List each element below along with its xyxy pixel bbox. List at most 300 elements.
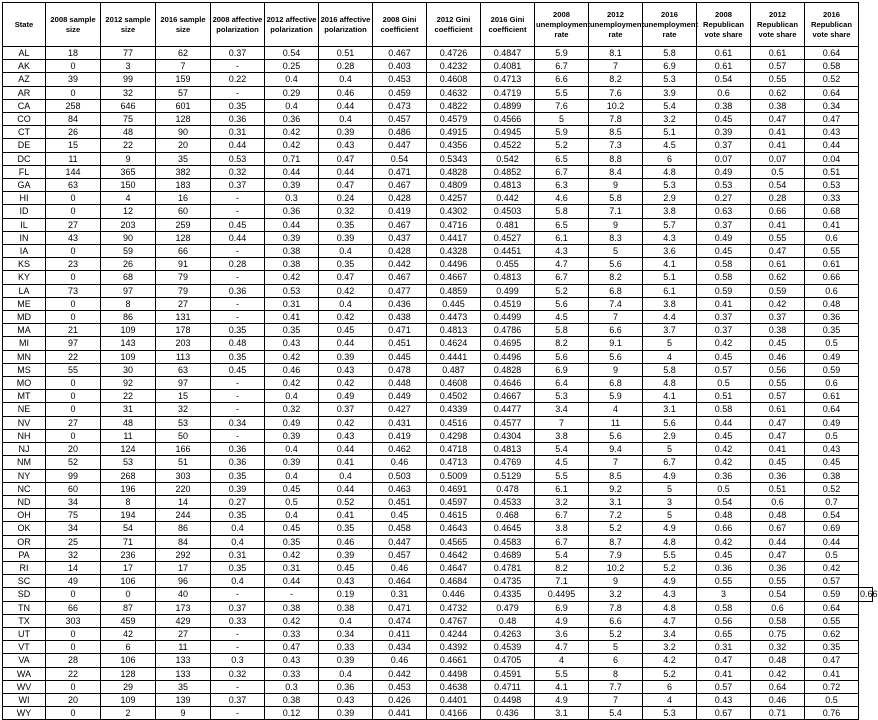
table-cell: 6.6 (535, 73, 589, 86)
table-cell: 5 (643, 482, 697, 495)
table-cell: 0.49 (265, 416, 319, 429)
table-cell: 0.35 (265, 324, 319, 337)
table-cell: 0.4 (319, 667, 373, 680)
table-cell: 0.4533 (481, 495, 535, 508)
table-cell: 4.3 (535, 245, 589, 258)
table-cell: 0.481 (481, 218, 535, 231)
table-cell: 0.4809 (427, 179, 481, 192)
state-cell: OR (3, 535, 46, 548)
table-cell: 0.4624 (427, 337, 481, 350)
table-row (3, 482, 873, 495)
table-cell: 25 (46, 535, 101, 548)
table-cell: 0.5 (805, 337, 859, 350)
table-cell: 0.4597 (427, 495, 481, 508)
table-cell: 0.45 (319, 324, 373, 337)
table-cell: 4 (101, 192, 156, 205)
table-cell: 0.428 (373, 245, 427, 258)
table-cell: 0.4496 (427, 258, 481, 271)
table-cell: 0.38 (805, 469, 859, 482)
table-cell: 244 (156, 509, 211, 522)
table-cell: 0 (46, 627, 101, 640)
table-cell: 0.35 (805, 641, 859, 654)
table-cell: 35 (156, 152, 211, 165)
table-cell: 16 (156, 192, 211, 205)
column-header: 2012 affective polarization (265, 3, 319, 47)
table-cell: 0.38 (751, 324, 805, 337)
table-cell: 0.4684 (427, 575, 481, 588)
table-cell: 0.447 (373, 535, 427, 548)
table-cell: 26 (46, 126, 101, 139)
table-cell: 0.4705 (481, 654, 535, 667)
table-cell: 0 (46, 192, 101, 205)
table-cell: 0.34 (211, 416, 265, 429)
table-cell: 0.64 (805, 403, 859, 416)
table-cell: 0.4339 (427, 403, 481, 416)
table-cell: 0.64 (751, 680, 805, 693)
table-cell: 3.6 (643, 245, 697, 258)
table-cell: 0.07 (751, 152, 805, 165)
table-cell: 0.65 (697, 627, 751, 640)
table-row (3, 495, 873, 508)
table-cell: 84 (46, 113, 101, 126)
table-cell: 109 (101, 324, 156, 337)
table-cell: 8.3 (589, 231, 643, 244)
table-cell: 0.32 (211, 165, 265, 178)
table-cell: 0.37 (211, 47, 265, 60)
table-cell: - (211, 627, 265, 640)
table-cell: 0.44 (211, 139, 265, 152)
table-cell: 0.32 (319, 205, 373, 218)
table-row (3, 456, 873, 469)
table-cell: 0.4502 (427, 390, 481, 403)
table-cell: 8.5 (589, 126, 643, 139)
table-cell: 50 (156, 429, 211, 442)
table-cell: 4.9 (535, 693, 589, 706)
table-cell: 9.2 (589, 482, 643, 495)
table-cell: 0 (46, 429, 101, 442)
table-cell: 0.4813 (481, 271, 535, 284)
table-cell: 4.6 (535, 192, 589, 205)
table-cell: 0.4615 (427, 509, 481, 522)
state-data-table (2, 2, 878, 720)
table-row (3, 47, 873, 60)
table-cell: 0.48 (481, 614, 535, 627)
table-cell: 79 (156, 271, 211, 284)
table-cell: 0.44 (319, 165, 373, 178)
table-row (3, 522, 873, 535)
state-cell: TN (3, 601, 46, 614)
table-cell: 5.1 (643, 271, 697, 284)
table-cell: 0.42 (319, 284, 373, 297)
table-cell: 0.47 (319, 271, 373, 284)
table-cell: 0.31 (211, 548, 265, 561)
table-cell: 0.45 (697, 350, 751, 363)
table-cell: 4.9 (535, 614, 589, 627)
table-cell: 6.1 (535, 231, 589, 244)
table-cell: 0.43 (265, 337, 319, 350)
state-cell: ID (3, 205, 46, 218)
table-cell: 0.36 (265, 205, 319, 218)
table-row (3, 205, 873, 218)
table-cell: 0 (46, 86, 101, 99)
table-row (3, 297, 873, 310)
table-cell: 0.28 (319, 60, 373, 73)
table-cell: 0.4 (319, 297, 373, 310)
state-cell: MA (3, 324, 46, 337)
table-cell: 0.453 (373, 680, 427, 693)
table-cell: - (211, 245, 265, 258)
table-cell: 8.1 (589, 47, 643, 60)
table-cell: 0.64 (805, 86, 859, 99)
state-cell: GA (3, 179, 46, 192)
table-cell: 0.5009 (427, 469, 481, 482)
table-cell: 0.55 (751, 231, 805, 244)
table-cell: 0.39 (319, 548, 373, 561)
table-cell: 0.52 (319, 495, 373, 508)
table-cell: 0.43 (319, 363, 373, 376)
table-cell: 11 (156, 641, 211, 654)
table-cell: 4.8 (643, 601, 697, 614)
table-cell: 66 (156, 245, 211, 258)
table-cell: 203 (101, 218, 156, 231)
table-cell: 5.3 (643, 73, 697, 86)
table-cell: 92 (101, 377, 156, 390)
table-cell: 0.42 (265, 350, 319, 363)
table-cell: 0.5 (697, 482, 751, 495)
table-cell: 0.4643 (427, 522, 481, 535)
table-cell: 0.3 (265, 192, 319, 205)
table-cell: 0.4263 (481, 627, 535, 640)
table-cell: 0.46 (751, 693, 805, 706)
state-cell: MT (3, 390, 46, 403)
table-cell: 4.2 (643, 654, 697, 667)
table-row (3, 627, 873, 640)
table-cell: 0.4577 (481, 416, 535, 429)
state-cell: NC (3, 482, 46, 495)
table-cell: 0.47 (751, 416, 805, 429)
table-cell: 220 (156, 482, 211, 495)
table-cell: 9 (156, 707, 211, 720)
table-cell: 0 (46, 707, 101, 720)
table-cell: - (211, 311, 265, 324)
table-cell: - (211, 707, 265, 720)
table-cell: 97 (101, 284, 156, 297)
table-cell: 5.8 (643, 363, 697, 376)
table-row (3, 561, 873, 574)
table-cell: 0.51 (751, 482, 805, 495)
state-cell: UT (3, 627, 46, 640)
table-cell: 9.4 (589, 443, 643, 456)
table-cell: 4 (589, 403, 643, 416)
table-cell: 7 (589, 311, 643, 324)
table-cell: 0.47 (319, 179, 373, 192)
table-cell: 0.4166 (427, 707, 481, 720)
table-cell: 0.49 (697, 165, 751, 178)
table-cell: 0.39 (319, 707, 373, 720)
table-cell: 7.9 (589, 548, 643, 561)
table-row (3, 258, 873, 271)
table-cell: 0.66 (697, 522, 751, 535)
table-cell: 22 (46, 667, 101, 680)
table-cell: 0.42 (319, 311, 373, 324)
table-cell: 73 (46, 284, 101, 297)
table-cell: 0.4356 (427, 139, 481, 152)
table-cell: 0.57 (751, 390, 805, 403)
table-cell: 0.41 (751, 218, 805, 231)
table-cell: 86 (156, 522, 211, 535)
table-cell: 0.442 (373, 258, 427, 271)
table-cell: 0 (46, 271, 101, 284)
table-cell: 0.403 (373, 60, 427, 73)
state-cell: IA (3, 245, 46, 258)
table-cell: 133 (156, 654, 211, 667)
table-cell: 0.39 (319, 231, 373, 244)
table-cell: 0.4608 (427, 73, 481, 86)
table-cell: 0.4 (211, 575, 265, 588)
table-cell: 4.1 (535, 680, 589, 693)
table-cell: 0.467 (373, 179, 427, 192)
table-cell: 0.4667 (427, 271, 481, 284)
table-cell: 3.8 (535, 522, 589, 535)
table-cell: 0.542 (481, 152, 535, 165)
table-row (3, 377, 873, 390)
table-cell: 0.4767 (427, 614, 481, 627)
table-cell: 0 (46, 403, 101, 416)
table-cell: 0.437 (373, 231, 427, 244)
table-cell: 0.464 (373, 575, 427, 588)
table-cell: 0.4 (265, 73, 319, 86)
table-cell: 0.57 (751, 60, 805, 73)
table-cell: 5.1 (643, 126, 697, 139)
table-cell: 0.4719 (481, 86, 535, 99)
table-cell: 0.4498 (427, 667, 481, 680)
table-cell: 0.42 (265, 614, 319, 627)
table-cell: 0.42 (697, 337, 751, 350)
table-cell: 0.36 (211, 284, 265, 297)
table-cell: 20 (156, 139, 211, 152)
table-cell: 0.6 (805, 377, 859, 390)
table-cell: 429 (156, 614, 211, 627)
table-cell: 0.59 (697, 284, 751, 297)
table-cell: 0.33 (319, 641, 373, 654)
table-cell: 0.48 (697, 509, 751, 522)
table-cell: 0.4716 (427, 218, 481, 231)
table-cell: 0.53 (697, 179, 751, 192)
state-cell: WI (3, 693, 46, 706)
table-row (3, 231, 873, 244)
table-cell: 0.4441 (427, 350, 481, 363)
table-cell: 0.4899 (481, 99, 535, 112)
column-header: 2012 Gini coefficient (427, 3, 481, 47)
table-cell: 0.44 (319, 337, 373, 350)
table-cell: 0.43 (319, 429, 373, 442)
table-cell: 5.6 (589, 429, 643, 442)
table-cell: 0.64 (805, 47, 859, 60)
table-cell: 0.62 (751, 271, 805, 284)
state-cell: KS (3, 258, 46, 271)
table-cell: 96 (156, 575, 211, 588)
table-cell: 17 (101, 561, 156, 574)
table-cell: 0.438 (373, 311, 427, 324)
table-cell: 8 (101, 297, 156, 310)
table-cell: 9.1 (589, 337, 643, 350)
table-cell: 27 (46, 416, 101, 429)
table-cell: 12 (101, 205, 156, 218)
table-cell: 0.67 (697, 707, 751, 720)
table-cell: 0.55 (751, 377, 805, 390)
table-cell: 0.38 (265, 601, 319, 614)
column-header: 2008 Gini coefficient (373, 3, 427, 47)
table-cell: 0.4304 (481, 429, 535, 442)
table-cell: 0.5 (805, 548, 859, 561)
table-cell: 0.43 (805, 126, 859, 139)
table-cell: 0.71 (751, 707, 805, 720)
table-cell: 7.4 (589, 297, 643, 310)
table-cell: 0.4 (319, 614, 373, 627)
table-cell: 6.6 (589, 614, 643, 627)
table-cell: 90 (156, 126, 211, 139)
table-cell: 0.462 (373, 443, 427, 456)
state-cell: CA (3, 99, 46, 112)
table-cell: 0.31 (211, 126, 265, 139)
table-cell: - (211, 205, 265, 218)
table-cell: 0.44 (805, 139, 859, 152)
table-cell: 0.53 (211, 152, 265, 165)
table-cell: 0.37 (319, 403, 373, 416)
table-cell: 0.39 (319, 126, 373, 139)
table-cell: 4.9 (643, 575, 697, 588)
table-cell: 5.6 (589, 350, 643, 363)
table-cell: 0.39 (319, 350, 373, 363)
table-cell: 3.9 (643, 86, 697, 99)
state-cell: TX (3, 614, 46, 627)
table-cell: 0.57 (697, 363, 751, 376)
table-row (3, 86, 873, 99)
table-cell: - (211, 403, 265, 416)
table-cell: 15 (156, 390, 211, 403)
table-cell: 0.32 (211, 667, 265, 680)
table-cell: 7.8 (589, 601, 643, 614)
table-cell: 0.451 (373, 495, 427, 508)
table-cell: 0.46 (319, 535, 373, 548)
state-cell: ND (3, 495, 46, 508)
table-cell: 5.9 (589, 390, 643, 403)
state-cell: AL (3, 47, 46, 60)
table-cell: 71 (101, 535, 156, 548)
table-cell: 6.5 (535, 218, 589, 231)
table-cell: 0.35 (211, 561, 265, 574)
table-cell: 0.04 (805, 152, 859, 165)
table-cell: 3.2 (535, 495, 589, 508)
table-cell: 0.4298 (427, 429, 481, 442)
table-cell: 0.46 (373, 561, 427, 574)
table-cell: 0.471 (373, 601, 427, 614)
table-cell: 9 (589, 218, 643, 231)
table-cell: 0.33 (265, 627, 319, 640)
table-cell: 113 (156, 350, 211, 363)
table-cell: 0.41 (319, 456, 373, 469)
table-cell: 75 (101, 113, 156, 126)
table-cell: 0.42 (751, 297, 805, 310)
table-row (3, 245, 873, 258)
table-cell: 6 (643, 152, 697, 165)
table-cell: 2.9 (643, 192, 697, 205)
table-cell: 4.1 (643, 258, 697, 271)
table-cell: 91 (156, 258, 211, 271)
table-cell: 3 (643, 495, 697, 508)
table-cell: 0.49 (697, 231, 751, 244)
table-cell: 0.62 (805, 627, 859, 640)
table-cell: 0.449 (373, 390, 427, 403)
table-cell: 0.4661 (427, 654, 481, 667)
state-cell: WA (3, 667, 46, 680)
table-cell: 382 (156, 165, 211, 178)
table-cell: 77 (101, 47, 156, 60)
table-cell: 0.4786 (481, 324, 535, 337)
table-cell: 0.37 (697, 324, 751, 337)
table-cell: 63 (156, 363, 211, 376)
table-cell: - (211, 680, 265, 693)
table-cell: 0.4781 (481, 561, 535, 574)
table-cell: 5.4 (535, 443, 589, 456)
table-cell: 0.44 (265, 218, 319, 231)
table-cell: 0.54 (697, 495, 751, 508)
table-cell: 17 (156, 561, 211, 574)
table-cell: 0.41 (265, 311, 319, 324)
table-row (3, 614, 873, 627)
table-cell: 166 (156, 443, 211, 456)
table-row (3, 390, 873, 403)
table-cell: 0.45 (211, 218, 265, 231)
table-cell: 0.447 (373, 139, 427, 152)
table-cell: 128 (101, 667, 156, 680)
table-cell: 0.42 (697, 456, 751, 469)
table-cell: 2 (101, 707, 156, 720)
table-cell: 99 (101, 73, 156, 86)
table-cell: 5.4 (535, 548, 589, 561)
table-cell: 0.37 (751, 311, 805, 324)
table-cell: 0.71 (265, 152, 319, 165)
table-cell: 0.45 (265, 482, 319, 495)
table-cell: 0.38 (697, 99, 751, 112)
table-cell: 5.9 (535, 126, 589, 139)
table-cell: 0.457 (373, 548, 427, 561)
state-cell: HI (3, 192, 46, 205)
table-cell: 0.38 (265, 693, 319, 706)
table-cell: 6.8 (589, 377, 643, 390)
table-cell: 0.31 (265, 561, 319, 574)
table-cell: 0.35 (211, 350, 265, 363)
table-cell: 0.468 (481, 509, 535, 522)
table-cell: 5.2 (643, 667, 697, 680)
table-row (3, 60, 873, 73)
table-cell: 29 (101, 680, 156, 693)
table-cell: 5.4 (643, 99, 697, 112)
table-cell: 0.55 (697, 575, 751, 588)
table-cell: 5.8 (535, 324, 589, 337)
table-cell: 131 (156, 311, 211, 324)
table-cell: 0.4401 (427, 693, 481, 706)
table-cell: 11 (101, 429, 156, 442)
state-cell: VA (3, 654, 46, 667)
state-cell: WV (3, 680, 46, 693)
table-cell: 0.4667 (481, 390, 535, 403)
table-cell: 0.47 (697, 654, 751, 667)
column-header: 2016 unemployment rate (643, 3, 697, 47)
table-cell: 0.59 (751, 284, 805, 297)
table-cell: 365 (101, 165, 156, 178)
table-cell: 3.7 (643, 324, 697, 337)
